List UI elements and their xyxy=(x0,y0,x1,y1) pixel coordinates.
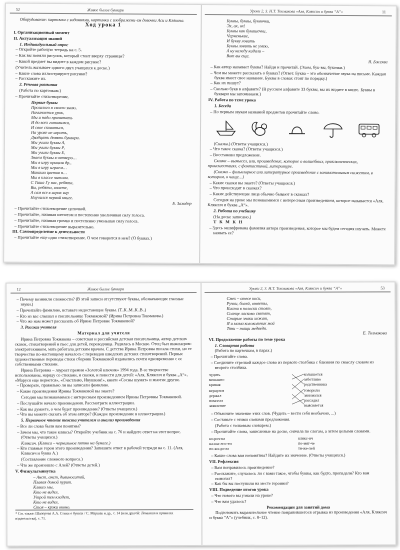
paragraph: – Как бы вы поступили на месте героини? xyxy=(211,481,289,487)
bottom-book-spread xyxy=(6,281,397,546)
match-column-right xyxy=(304,371,387,408)
match-word: мешанно xyxy=(208,377,225,383)
paragraph: Сегодня на уроке мы познакомимся с интересным произведением, которое называется «Аля, Кляксич и буква „А“». xyxy=(207,197,384,208)
connector-lines xyxy=(292,372,304,408)
poem-line: И до всех готовимся, xyxy=(31,120,70,126)
page-11 xyxy=(199,5,396,264)
paragraph: (На доске записано.) xyxy=(213,213,252,219)
paragraph: – Прочитайте слова. xyxy=(210,354,248,360)
squirrel-picture xyxy=(250,118,274,138)
poem-line: Стоя – крэки оконо. xyxy=(33,503,71,510)
paragraph: – Почему возникли сложности? (В этой записи отсутствуют буквы, обозначающие гласные звуки.) xyxy=(16,296,184,307)
poem-line: Мы и надо прочитать xyxy=(31,115,73,121)
paragraph: – Кто из вас слышал о писательнице Токмаковой? (Ирина Петровна Токмакова.) xyxy=(16,312,164,319)
top-book-spread xyxy=(3,3,397,266)
poem-line: Прошлого я своего знаю, xyxy=(31,105,77,111)
syllable-word: по-мяг-че xyxy=(298,440,315,446)
paragraph: – Как их пишут? xyxy=(210,80,241,86)
paragraph: – Как автор называет буквы? Найди и прочитай. (Эхом, бук-вы, букочки.) xyxy=(210,63,345,70)
paragraph: – Какие сказки вы знаете? (Ответы учащихся.) xyxy=(209,179,295,186)
paragraph: – Что вы можете сказать об этом авторе? (Каждое произведение в иллюстрации.) xyxy=(16,411,166,418)
subsection-heading: 1. Беседа xyxy=(214,102,232,108)
match-word: помогал xyxy=(208,397,224,403)
poem-line: Кисти в полоски стоят, xyxy=(226,305,272,311)
paragraph: – Чем вы можете рассказать о буквах? (Ответ. Буква – это обозначение звука на письме. Каждая буква имеет свое название. Буквы в словах стоят по порядку.) xyxy=(210,69,386,81)
section-heading: IV. Работа по теме урока xyxy=(208,97,256,103)
running-title: Уроки 2, 3. Н.Т. Токмакова «Аля, Кляксич и буква “А”» xyxy=(248,285,343,291)
paragraph: – Объясните значение этих слов. (Чудить – вести себя необычно, ...) xyxy=(210,410,336,417)
page-number: 52 xyxy=(15,6,20,12)
poem-line: – Анст, анст, дивиноситай, xyxy=(33,473,86,480)
poem xyxy=(209,18,388,59)
running-title: Живое былое букваря xyxy=(87,286,124,292)
homework-text: Подготовить выразительное чтение понравившегося отрывка из произведения «Аля, Кляксич и буква “А”» (учебник, с. 8–12). xyxy=(209,509,387,521)
running-title: Живое былое букваря xyxy=(87,7,124,13)
paragraph: – Откройте рабочую тетрадь на с. 5. xyxy=(15,47,82,53)
poem-line: А ну кажду кидали – xyxy=(226,48,265,54)
poem-line: Мы в игру играем… xyxy=(30,165,67,171)
section-heading: V. Физкультминутка xyxy=(15,468,56,474)
poem-line: Макаша цветов н… xyxy=(30,170,67,176)
paragraph: – Какие действующие лица обычно бывают в сказках? xyxy=(209,191,310,197)
page-52 xyxy=(4,4,202,263)
match-word: говорили xyxy=(303,387,320,393)
footnote: * См. также: Шапорова А.А. Стихи о буквах / С. Маршак и др., с. 14 (или другой: Ломкиша и правилах издательства), с. 71. xyxy=(15,509,193,522)
paragraph: – Составьте с этими словами предложения. xyxy=(211,416,291,422)
homework-heading: Рекомендации для занятий дома xyxy=(266,504,330,510)
equipment-note: Оборудование: карточки с заданиями, картинки с изображени-ем девочки Аси и Клякоча. xyxy=(19,16,185,23)
paragraph: (Учитель вызывает одного-двух учащихся к доске.) xyxy=(15,64,110,71)
poem-line: Мы в классе читали. xyxy=(30,175,69,181)
poem-line: Знаем буквы в четверо… xyxy=(30,155,77,161)
subsection-heading: 2. Работа по учебнику xyxy=(213,207,256,214)
bus-picture xyxy=(357,119,381,139)
poem-line: Кто не видел, xyxy=(33,489,59,495)
poem-line: Мы учили буквы Р, xyxy=(30,145,65,151)
poem-line: Смех – отесе коси, xyxy=(226,295,262,301)
poem-line: Солнце ласково светят, xyxy=(226,310,271,316)
paragraph: – Что нового вы узнали на уроке? xyxy=(211,492,273,498)
poem-line: Буквы, буквы, буквочки, xyxy=(226,18,271,24)
paragraph: – Расскажите их. xyxy=(15,76,47,82)
syllable-words xyxy=(209,435,387,451)
poem-line: Буквы как букашечки, xyxy=(226,28,267,34)
syllable-word: ко-роч-ка xyxy=(209,435,226,441)
paragraph: – Расскажите, случалось ли с вами такое, чтобы буквы, как будто, пропадали? Кто вам помогал? xyxy=(211,469,370,481)
match-word: родственника xyxy=(303,381,328,388)
paragraph: – Прочитайте фамилию, вставьте недостающие буквы. (Т..К..М..К..В..) xyxy=(16,306,147,313)
paragraph: – Прочитайте стихотворение. xyxy=(15,93,70,99)
match-word: заявление xyxy=(208,403,226,409)
paragraph: – Все ли слова были вам понятны? xyxy=(17,423,81,429)
paragraph: (Сказка – фольклорное или литературное произведение с занимательным сюжетом, в котором, о чаще…) xyxy=(207,168,373,180)
letters-line: Т К М К Н xyxy=(213,219,244,225)
lesson-heading: Ход урока 1 xyxy=(85,22,122,29)
poem-line: Научился первой книге. xyxy=(30,195,74,201)
paragraph: Сегодня мы познакомимся с интересным произведением Ирины Петровны Токмаковой. xyxy=(20,394,182,400)
match-word: выясняется xyxy=(303,402,324,408)
poem-line: И свое сковаться, xyxy=(31,125,65,131)
paragraph: – По первым звукам названий предметов прочитайте слово. xyxy=(210,108,320,115)
poem-line: С Тиша Гу нас, ребята, xyxy=(30,180,74,186)
page-body xyxy=(199,15,396,236)
page-12 xyxy=(7,283,203,546)
paragraph: – Что же произошло с Алей? (Ответы детей.) xyxy=(17,462,100,468)
match-word: колышется xyxy=(303,371,323,377)
poem-line: Я и мама колокольчик мой xyxy=(226,320,275,326)
running-title: Уроки 2, 3. Н.Т. Токмакова «Аля, Кляксич и буква “А”» xyxy=(249,8,344,14)
poem-line: Черненькие, xyxy=(226,33,250,39)
poem-line: Ручки, болей, ответы, xyxy=(226,300,268,306)
paragraph: – Что происходит в сказках? xyxy=(209,185,262,191)
page-body xyxy=(7,293,202,521)
paragraph: Сказка – вымысел, или, произведение, которое о волшебных, приключенческих, происшествиях, с фантастикой, литературе. xyxy=(207,158,358,169)
paragraph: (Работа по карточкам, в парах.) xyxy=(214,348,273,354)
paragraph: – Какие слова вам непонятны? Найдите их значение. (Ответы учащихся.) xyxy=(211,452,346,459)
umbrella-picture xyxy=(321,118,345,138)
match-word: заботливо xyxy=(303,376,321,382)
page-53 xyxy=(201,282,396,545)
paragraph: – Что же нам может рассказать об Ирине Петровне Токмаковой? xyxy=(16,318,135,325)
paragraph: – Восстанови предложение. xyxy=(209,152,261,158)
paragraph: – Какой предмет вы видите в каждом рисунке? xyxy=(15,58,102,65)
paragraph: – Как вы думаете, о чем будет произведение? (Ответы учащихся.) xyxy=(16,405,138,412)
paragraph: – Здесь зашифрована фамилия автора произведения, которое мы будем сегодня изучать. Можете назвать ее? xyxy=(209,225,386,236)
page-number: 53 xyxy=(380,285,385,291)
paragraph: Ирина Петровна Токмакова – советская и российская детская писательница, автор детских сказок, стихотворений и пьес для детей, переводчица. Родилась в Москве. Отец был инженером-электротехником, мать работала детским врачом. С детства Ирина Петровна писала стихи, но ее творчество по-настоящему началось с переводов шведских детских стихотворений. Первые художественные переводы стихи сборник Токмаковой издавались почти одновременно с ее собственными стихами. xyxy=(14,335,192,367)
paragraph: – Прочитайте еще одно стихотворение. О чем говорится в нем? (О буквах.) xyxy=(14,234,152,241)
syllable-word: на-ша-лос-ти xyxy=(209,440,232,446)
paragraph: – Какие произведения Ирины Токмаковой вы знаете? xyxy=(16,388,115,394)
subsection-heading: 3. Рассказ учителя xyxy=(20,324,57,330)
section-heading: VII. Рефлексия xyxy=(209,458,239,464)
poem-line: Плавая домой пурит. xyxy=(33,478,73,485)
paragraph: – Кто главные герои этого произведения? Запишите ответ в рабочей тетради на с. 11. (Аля, Кляксич и буква А.) xyxy=(17,445,184,456)
paragraph: – Послушайте начало произведения. Рассмотрите иллюстрации. xyxy=(16,399,135,406)
paragraph: Кляксич. (Клякса – чернильное пятно на бумаге.) xyxy=(21,439,111,446)
poem-line: Буквы ловить не умею, xyxy=(226,43,269,49)
paragraph: – Что такое сказка? (Ответы учащихся.) xyxy=(209,146,283,152)
subsection-heading: 1. Словарная работа xyxy=(214,342,255,348)
material-heading: Материал для учителя xyxy=(77,330,130,336)
page-number: 12 xyxy=(16,286,21,292)
poem-title: Первые буквы xyxy=(31,99,58,105)
poem-line: А сам все в играх игр xyxy=(30,190,69,196)
poem-line: Эх, ах, ох! xyxy=(226,23,246,29)
poem-line: Тяни – тащи медведя. xyxy=(226,325,267,331)
poem xyxy=(15,474,193,510)
paragraph: – Как вы поняли рисунок, который стоит вверху страницы? xyxy=(15,52,125,59)
poem-line: Старые знаки хожат, xyxy=(226,315,269,321)
poem-line: Начинается урок, xyxy=(31,110,65,116)
paragraph: – Прочитайте, начиная громко и постепенно уменьшая силу голоса. xyxy=(14,217,139,224)
section-heading: I. Организационный момент xyxy=(13,29,70,36)
poem-line: Мы учили буквы Е, xyxy=(30,150,66,156)
poem-author: Я. Бжехва xyxy=(368,59,388,65)
poem-line: На уроке не играть, xyxy=(30,130,68,136)
paragraph: Ирина Петровна – лауреат премии «Золотой ключик» 1994 года. В ее творчестве использованы, наряду со стихами, и сказки, и повести для детей: «Аля, Кляксич и буква „А“», «Маруся еще вернется», «Счастливо, Ивушкин!», книги «Сосны шумят» и многие другие. xyxy=(14,366,188,383)
page-number: 11 xyxy=(381,9,386,15)
poem-line: Вот вы еще. xyxy=(226,53,250,59)
poem-line: Мы в игру пришли др., xyxy=(30,160,72,166)
section-heading: VIII. Подведение итогов урока xyxy=(209,486,269,493)
paragraph: – Прочитайте стихотворение цепочкой. xyxy=(14,205,87,212)
match-word: рассадил xyxy=(303,397,320,403)
paragraph: – Сколько букв в алфавите? (В русском алфавите 33 буквы, вы их видите в книге. Буквы в буквари мы запоминаем.) xyxy=(210,86,376,97)
page-header xyxy=(205,282,391,293)
match-column-left xyxy=(209,372,292,409)
syllable-word: клякс-ич xyxy=(298,435,313,441)
syllable-column-left xyxy=(209,435,298,451)
paragraph: – Соедините стрелкой каждое слово из первого столбика с близким по смыслу словом из второго столбика. xyxy=(210,359,374,370)
word-matching-exercise xyxy=(209,371,387,409)
poem-line: Мы учили буквы А, xyxy=(30,140,66,146)
picture-row xyxy=(208,116,387,139)
poem-line: Кто не видел, xyxy=(33,499,59,505)
subsection-heading: 1. Индивидуальный опрос xyxy=(19,41,69,47)
paragraph: – Какие слова иллюстрируют рисунки? xyxy=(15,70,88,76)
paragraph: – Зачем мы, что такое кляксы? Откройте учебник на с. 76 и найдите ответ на этот вопрос. (Ответы учащихся.) xyxy=(17,428,182,440)
section-heading: III. Самоопределение к деятельности xyxy=(12,229,85,235)
paragraph: (Работа по карточкам.) xyxy=(19,87,61,93)
page-body xyxy=(201,292,396,520)
section-heading: II. Актуализация знаний xyxy=(13,35,62,41)
paragraph: (Работа с толковым словарем.) xyxy=(215,422,272,428)
paragraph: (Сказка.) (Ответы учащихся.) xyxy=(213,140,268,147)
paragraph: – Проверьте, правильно ли вы записали фамилию. xyxy=(16,382,110,389)
match-word: вернулся xyxy=(208,387,225,393)
paragraph: – Что вам удалось? xyxy=(211,498,247,504)
syllable-column-right xyxy=(298,435,387,451)
poem-author: Е. Толмакова xyxy=(362,330,387,336)
section-heading: VI. Продолжение работы по теме урока xyxy=(208,336,286,342)
page-header xyxy=(11,283,197,294)
poem-line: Утрой тем кладет, xyxy=(33,493,71,500)
match-arrows xyxy=(292,372,304,409)
boat-picture xyxy=(214,118,238,138)
poem-line: Двадцать девять буквари. xyxy=(30,135,80,141)
paragraph: – Прочитайте, начиная шепотом и постепенно увеличивая силу голоса. xyxy=(14,211,145,218)
match-word: чудить xyxy=(208,371,221,377)
match-word: занимался xyxy=(303,392,322,398)
match-word: держал xyxy=(208,392,222,398)
page-body xyxy=(4,14,201,241)
paragraph: – Вам понравилось произведение? xyxy=(211,464,275,470)
poem xyxy=(209,295,387,331)
syllable-word: тя-же-лей xyxy=(298,445,315,451)
subsection-heading: 5. Первичное чтение текста учителем и анализ произведения xyxy=(21,417,141,423)
paragraph: – Прочитайте слова, записанные на доске, сначала по слогам, а затем целыми словами. xyxy=(211,427,371,434)
syllable-word: по-ки-да-ла xyxy=(209,445,229,451)
poem-author: Б. Заходер xyxy=(172,201,192,207)
paragraph: (Составление сложного вопроса.) xyxy=(21,456,83,462)
paragraph: – Прочитайте стихотворение выразительно. xyxy=(14,223,95,229)
poem-line: Вы, ребята, знаете, xyxy=(30,185,68,191)
poem-line: Кляксо мы, xyxy=(33,484,54,490)
poem-line: И букву ловить xyxy=(226,38,255,44)
hat-picture xyxy=(285,118,309,138)
subsection-heading: 2. Речевая разминка xyxy=(19,81,58,88)
match-word: кривая xyxy=(208,382,221,388)
poem xyxy=(13,105,193,201)
